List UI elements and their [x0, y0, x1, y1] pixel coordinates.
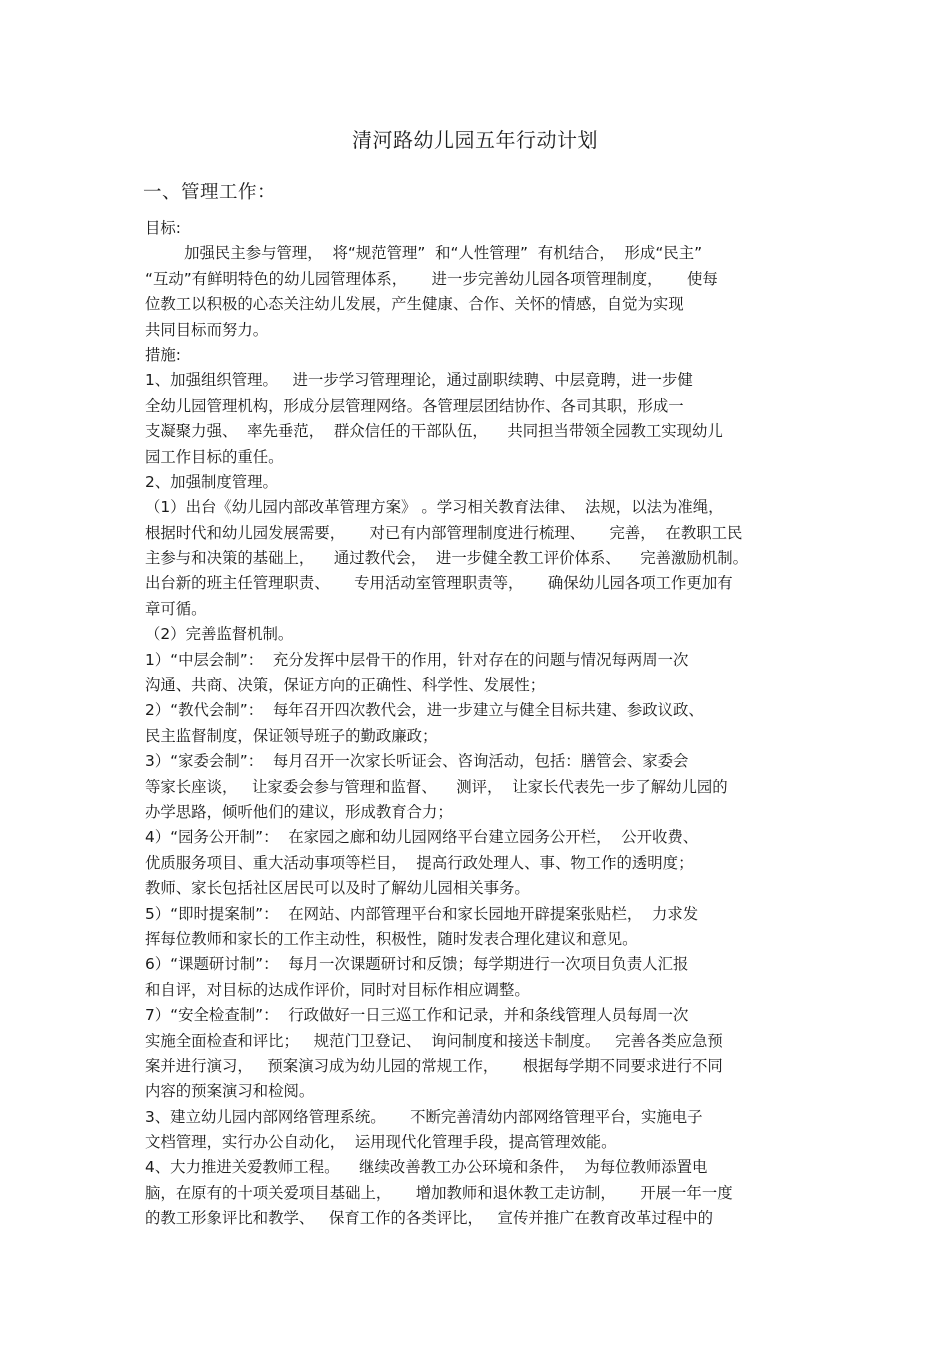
text-line: 优质服务项目、重大活动事项等栏目， 提高行政处理人、事、物工作的透明度；	[145, 853, 694, 872]
text-line: 共同目标而努力。	[145, 320, 269, 339]
text-line: 1、加强组织管理。 进一步学习管理理论，通过副职续聘、中层竟聘，进一步健	[145, 371, 693, 390]
text-line: 办学思路，倾听他们的建议，形成教育合力；	[145, 802, 453, 821]
text-line: 全幼儿园管理机构，形成分层管理网络。各管理层团结协作、各司其职，形成一	[145, 396, 684, 415]
text-line: （1）出台《幼儿园内部改革管理方案》 。学习相关教育法律、 法规，以法为准绳，	[145, 498, 724, 517]
text-line: 2、加强制度管理。	[145, 472, 278, 491]
text-line: 挥每位教师和家长的工作主动性，积极性，随时发表合理化建议和意见。	[145, 929, 638, 948]
text-line: 沟通、共商、决策，保证方向的正确性、科学性、发展性；	[145, 676, 546, 695]
document-body	[145, 216, 810, 1232]
text-line: 的教工形象评比和教学、 保育工作的各类评比， 宣传并推广在教育改革过程中的	[145, 1209, 714, 1228]
text-line: 7）“安全检查制”： 行政做好一日三巡工作和记录，并和条线管理人员每周一次	[145, 1006, 689, 1025]
section-heading: 一、管理工作：	[143, 182, 277, 203]
text-line: 内容的预案演习和检阅。	[145, 1082, 315, 1101]
text-line: 出台新的班主任管理职责、 专用活动室管理职责等， 确保幼儿园各项工作更加有	[145, 574, 733, 593]
text-line: 措施:	[145, 345, 181, 364]
text-line: 主参与和决策的基础上， 通过教代会， 进一步健全教工评价体系、 完善激励机制。	[145, 549, 748, 568]
text-line: 实施全面检查和评比； 规范门卫登记、 询问制度和接送卡制度。 完善各类应急预	[145, 1031, 723, 1050]
text-line: 5）“即时提案制”： 在网站、内部管理平台和家长园地开辟提案张贴栏， 力求发	[145, 904, 699, 923]
text-line: “互动”有鲜明特色的幼儿园管理体系， 进一步完善幼儿园各项管理制度， 使每	[145, 269, 718, 288]
text-line: 支凝聚力强、 率先垂范， 群众信任的干部队伍， 共同担当带领全园教工实现幼儿	[145, 422, 723, 441]
text-line: 3）“家委会制”： 每月召开一次家长听证会、咨询活动，包括：膳管会、家委会	[145, 752, 689, 771]
document-title: 清河路幼儿园五年行动计划	[352, 128, 598, 152]
text-line: 加强民主参与管理， 将“规范管理” 和“人性管理” 有机结合， 形成“民主”	[145, 244, 703, 263]
text-line: 民主监督制度，保证领导班子的勤政廉政；	[145, 726, 438, 745]
text-line: 6）“课题研讨制”： 每月一次课题研讨和反馈；每学期进行一次项目负责人汇报	[145, 955, 689, 974]
text-line: 文档管理，实行办公自动化， 运用现代化管理手段，提高管理效能。	[145, 1133, 617, 1152]
text-line: 脑，在原有的十项关爱项目基础上， 增加教师和退休教工走访制， 开展一年一度	[145, 1183, 733, 1202]
text-line: 目标:	[145, 219, 181, 237]
text-line: 园工作目标的重任。	[145, 447, 284, 466]
text-line: （2）完善监督机制。	[145, 625, 294, 644]
text-line: 根据时代和幼儿园发展需要， 对已有内部管理制度进行梳理、 完善， 在教职工民	[145, 523, 743, 542]
text-line: 等家长座谈， 让家委会参与管理和监督、 测评， 让家长代表先一步了解幼儿园的	[145, 777, 728, 796]
text-line: 位教工以积极的心态关注幼儿发展，产生健康、合作、关怀的情感，自觉为实现	[145, 295, 684, 314]
text-line: 3、建立幼儿园内部网络管理系统。 不断完善清幼内部网络管理平台，实施电子	[145, 1107, 703, 1126]
text-line: 案并进行演习， 预案演习成为幼儿园的常规工作， 根据每学期不同要求进行不同	[145, 1056, 723, 1075]
text-line: 1）“中层会制”： 充分发挥中层骨干的作用，针对存在的问题与情况每两周一次	[145, 650, 689, 669]
text-line: 4）“园务公开制”： 在家园之廊和幼儿园网络平台建立园务公开栏， 公开收费、	[145, 828, 699, 847]
text-line: 教师、家长包括社区居民可以及时了解幼儿园相关事务。	[145, 879, 530, 898]
text-line: 和自评，对目标的达成作评价，同时对目标作相应调整。	[145, 980, 530, 999]
text-line: 4、大力推进关爱教师工程。 继续改善教工办公环境和条件， 为每位教师添置电	[145, 1158, 708, 1177]
text-line: 章可循。	[145, 599, 207, 618]
text-line: 2）“教代会制”： 每年召开四次教代会，进一步建立与健全目标共建、参政议政、	[145, 701, 704, 720]
